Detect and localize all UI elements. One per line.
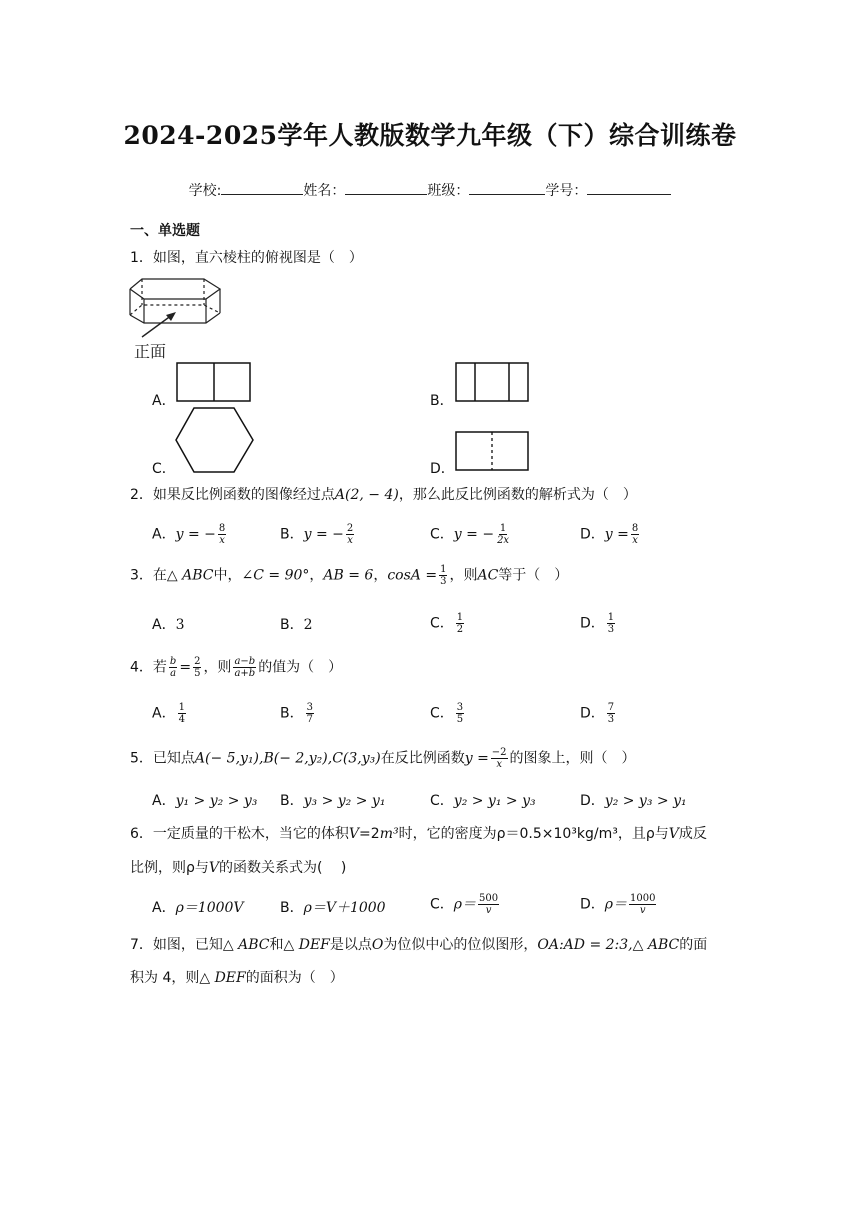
q1-option-b-label[interactable]: B．: [430, 393, 454, 409]
q5-option-b[interactable]: B．y₃ > y₂ > y₁: [280, 793, 386, 809]
q1-option-c-figure[interactable]: [174, 405, 256, 475]
question-4-text: 4．若 $\frac{b}{a}$ = $\frac{2}{5}$ ，则 $\frac{a-b}{a+b}$ 的值为（ ）: [130, 656, 343, 679]
q2-option-a[interactable]: A．y = − $\frac{8}{x}$: [152, 523, 226, 546]
q1-option-b-figure[interactable]: [455, 362, 531, 404]
q1-option-d-figure[interactable]: [455, 431, 531, 473]
student-info-line: [0, 180, 860, 200]
q4-option-a[interactable]: A． $\frac{1}{4}$: [152, 702, 185, 725]
q2-option-d[interactable]: D．y = $\frac{8}{x}$: [580, 523, 639, 546]
q3-option-a[interactable]: A．3: [152, 617, 185, 633]
q5-option-a[interactable]: A．y₁ > y₂ > y₃: [152, 793, 258, 809]
question-2-text: 2．如果反比例函数的图像经过点A(2, − 4)，那么此反比例函数的解析式为（ ）: [130, 487, 637, 503]
class-field[interactable]: [469, 180, 545, 195]
question-7-line-2: 积为 4，则△ DEF的面积为（ ）: [130, 970, 344, 986]
q5-option-d[interactable]: D．y₂ > y₃ > y₁: [580, 793, 687, 809]
q6-option-a[interactable]: A．ρ＝1000V: [152, 900, 244, 916]
q3-option-d[interactable]: D． $\frac{1}{3}$: [580, 612, 615, 635]
q4-option-c[interactable]: C． $\frac{3}{5}$: [430, 702, 464, 725]
question-6-line-1: 6．一定质量的干松木，当它的体积V=2m³时，它的密度为ρ＝0.5×10³kg/m³，且ρ与V成反: [130, 826, 707, 842]
school-label: 学校:: [188, 183, 222, 199]
question-6-line-2: 比例，则ρ与V的函数关系式为( ): [130, 860, 347, 876]
q1-option-d-label[interactable]: D．: [430, 461, 455, 477]
number-label: 学号：: [545, 183, 588, 199]
name-field[interactable]: [345, 180, 427, 195]
q2-option-c[interactable]: C．y = − $\frac{1}{2x}$: [430, 523, 510, 546]
q1-option-a-label[interactable]: A．: [152, 393, 176, 409]
question-3-text: 3．在△ ABC中，∠C = 90°，AB = 6，cosA = $\frac{1}{3}$ ，则AC等于（ ）: [130, 564, 569, 587]
number-field[interactable]: [587, 180, 671, 195]
class-label: 班级：: [427, 183, 470, 199]
q6-option-c[interactable]: C．ρ＝ $\frac{500}{v}$: [430, 893, 499, 916]
question-7-line-1: 7．如图，已知△ ABC和△ DEF是以点O为位似中心的位似图形，OA:AD = 2:3,△ ABC的面: [130, 937, 708, 953]
q1-option-a-figure[interactable]: [176, 362, 252, 404]
question-1-text: 1．如图，直六棱柱的俯视图是（ ）: [130, 250, 363, 266]
q4-option-b[interactable]: B． $\frac{3}{7}$: [280, 702, 313, 725]
section-heading-single-choice: 一、单选题: [130, 223, 200, 239]
q2-option-b[interactable]: B．y = − $\frac{2}{x}$: [280, 523, 354, 546]
q1-option-c-label[interactable]: C．: [152, 461, 176, 477]
q3-option-b[interactable]: B．2: [280, 617, 313, 633]
q6-option-d[interactable]: D．ρ＝ $\frac{1000}{v}$: [580, 893, 656, 916]
question-5-text: 5．已知点A(− 5,y₁),B(− 2,y₂),C(3,y₃)在反比例函数y = $\frac{-2}{x}$ 的图象上，则（ ）: [130, 747, 636, 770]
q5-option-c[interactable]: C．y₂ > y₁ > y₃: [430, 793, 536, 809]
name-label: 姓名：: [303, 183, 346, 199]
q4-option-d[interactable]: D． $\frac{7}{3}$: [580, 702, 615, 725]
q3-option-c[interactable]: C． $\frac{1}{2}$: [430, 612, 464, 635]
front-view-label: 正面: [134, 342, 167, 361]
page-title: 2024-2025学年人教版数学九年级（下）综合训练卷: [123, 121, 737, 150]
school-field[interactable]: [221, 180, 303, 195]
hexagonal-prism-figure: [124, 273, 234, 363]
q6-option-b[interactable]: B．ρ＝V＋1000: [280, 900, 386, 916]
